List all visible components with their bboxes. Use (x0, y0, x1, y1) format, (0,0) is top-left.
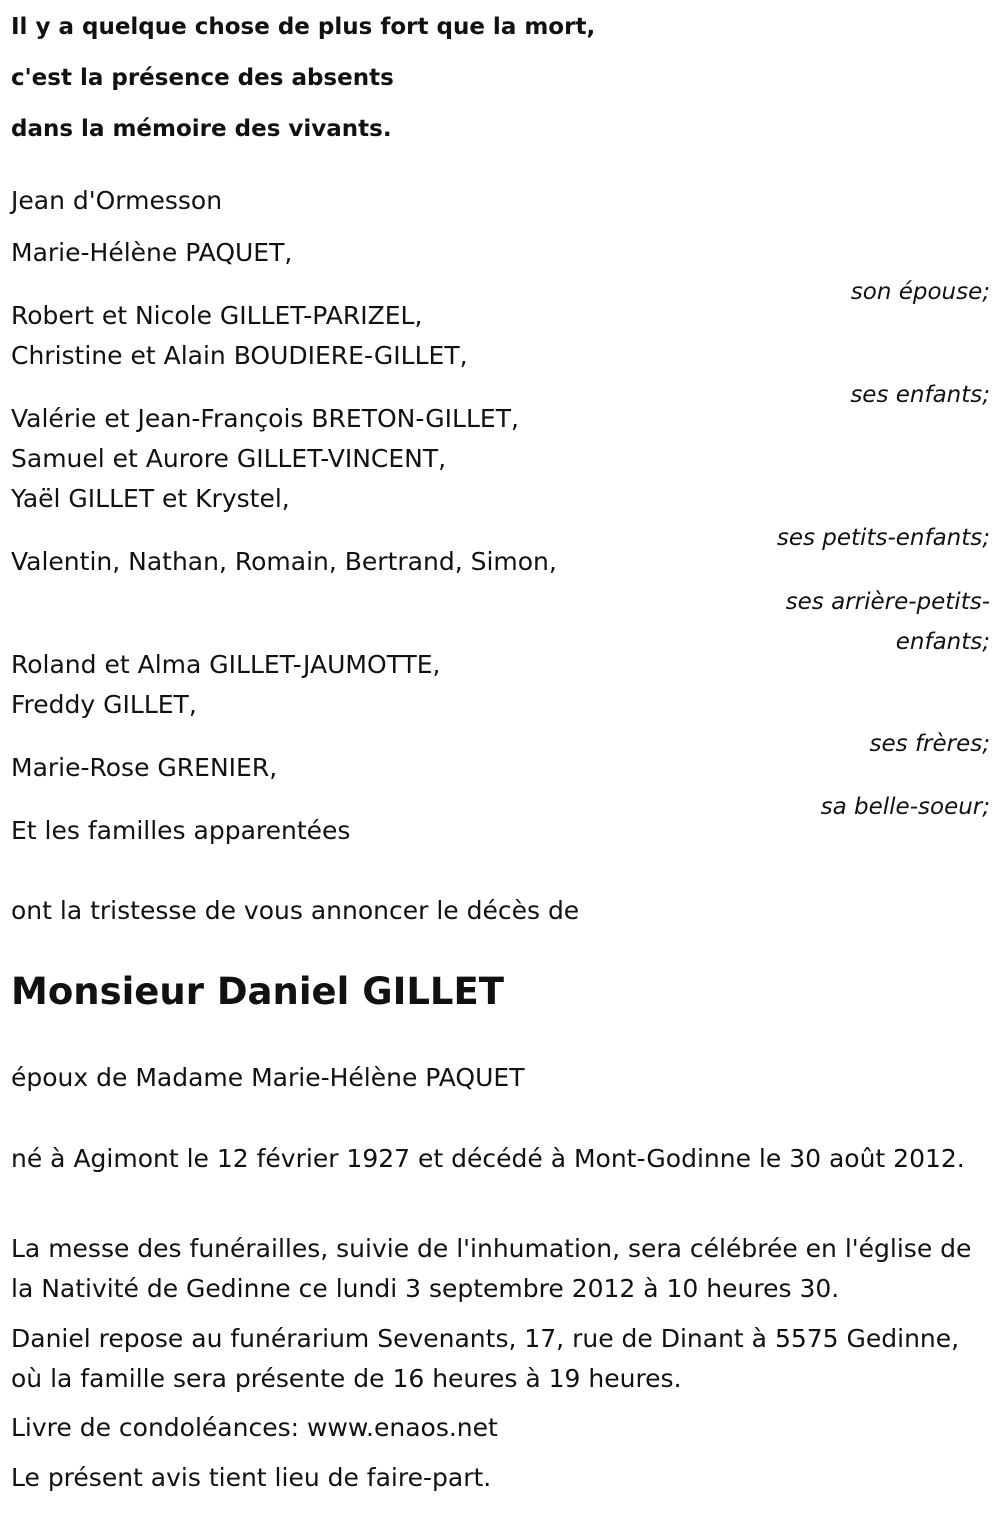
family-name-line: Roland et Alma GILLET-JAUMOTTE, (11, 650, 441, 679)
relatives-line: Et les familles apparentées (11, 816, 351, 845)
relation-label: ses enfants; (850, 382, 990, 408)
family-name-line: Marie-Rose GRENIER, (11, 753, 278, 782)
family-name-line: Freddy GILLET, (11, 690, 197, 719)
notice-paragraph: Le présent avis tient lieu de faire-part. (11, 1463, 492, 1492)
family-name-line: Robert et Nicole GILLET-PARIZEL, (11, 301, 423, 330)
family-group-brothers (11, 645, 990, 764)
family-group-great-grandchildren (11, 542, 990, 662)
family-names (11, 748, 990, 788)
family-names (11, 296, 990, 376)
spouse-line: époux de Madame Marie-Hélène PAQUET (11, 1063, 525, 1092)
birth-death-paragraph: né à Agimont le 12 février 1927 et décédé à Mont-Godinne le 30 août 2012. (11, 1144, 965, 1173)
family-names (11, 399, 990, 519)
announcement-line: ont la tristesse de vous annoncer le décès de (11, 896, 580, 925)
quote-line: Il y a quelque chose de plus fort que la mort, (11, 14, 596, 40)
family-group-children (11, 296, 990, 415)
quote (11, 2, 595, 155)
family-names (11, 645, 990, 725)
family-name-line: Christine et Alain BOUDIERE-GILLET, (11, 341, 468, 370)
funeral-mass-paragraph: La messe des funérailles, suivie de l'inhumation, sera célébrée en l'église de la Nativité de Gedinne ce lundi 3 septembre 2012 à 10 heures 30. (11, 1234, 972, 1303)
funerarium-paragraph: Daniel repose au funérarium Sevenants, 17, rue de Dinant à 5575 Gedinne, où la famille sera présente de 16 heures à 19 heures. (11, 1324, 960, 1393)
deceased-name: Monsieur Daniel GILLET (11, 970, 505, 1013)
relation-label: ses petits-enfants; (776, 525, 990, 551)
quote-line: c'est la présence des absents (11, 65, 394, 91)
family-name-line: Yaël GILLET et Krystel, (11, 484, 290, 513)
family-group-grandchildren (11, 399, 990, 558)
quote-line: dans la mémoire des vivants. (11, 116, 392, 142)
quote-author: Jean d'Ormesson (11, 186, 223, 215)
relation-label: son épouse; (850, 279, 990, 305)
relation-label: sa belle-soeur; (820, 794, 990, 820)
relation-label: ses frères; (869, 731, 990, 757)
condolences-paragraph: Livre de condoléances: www.enaos.net (11, 1413, 498, 1442)
relation-label: enfants; (895, 629, 990, 655)
family-names (11, 542, 990, 582)
relation-label: ses arrière-petits- (785, 589, 990, 615)
family-name-line: Valérie et Jean-François BRETON-GILLET, (11, 404, 519, 433)
family-name-line: Marie-Hélène PAQUET, (11, 238, 293, 267)
family-name-line: Samuel et Aurore GILLET-VINCENT, (11, 444, 447, 473)
family-name-line: Valentin, Nathan, Romain, Bertrand, Simon, (11, 547, 557, 576)
family-names (11, 233, 990, 273)
